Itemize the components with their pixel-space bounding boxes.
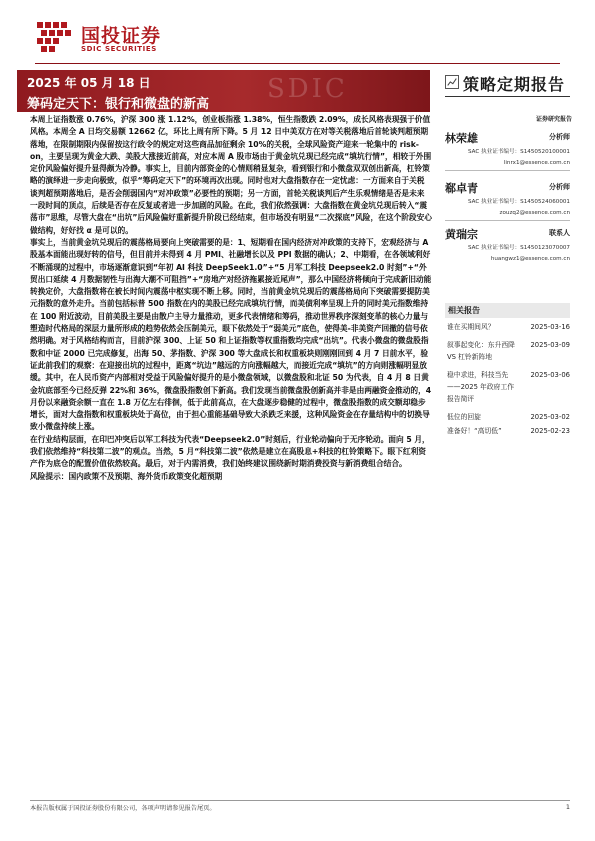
analyst-cert: SAC 执业证书编号：S1450524060001 — [467, 199, 570, 205]
analyst-role: 联系人 — [549, 229, 570, 237]
report-body — [30, 114, 432, 483]
body-paragraph-3: 在行业结构层面，在印巴冲突后以军工科技为代表“Deepseek2.0”时刻后，行业轮动偏向于无序轮动。面向 5 月，我们依然维持“科技第二波”的观点。当然，5 月“科技第二波”依然是建立在高股息+科技的杠铃策略下。眼下红利资产作为底仓的配置价值依然较高。最后，对于内需消费，我们始终建议围绕新时期消费投资与新消费组合结合。 — [30, 434, 430, 469]
related-report-date: 2025-03-02 — [530, 413, 570, 421]
related-reports-title: 相关报告 — [448, 306, 480, 315]
related-report-title: 低位的回旋 — [447, 413, 481, 421]
brand-name-cn: 国投证券 — [81, 25, 162, 47]
analyst-card — [445, 130, 570, 174]
report-classification: 证券研究报告 — [535, 116, 572, 123]
chart-icon — [445, 75, 459, 89]
report-type-divider — [445, 96, 570, 97]
risk-warning: 风险提示：国内政策不及预期、海外货币政策变化超预期 — [30, 471, 223, 481]
related-report-date: 2025-03-09 — [530, 341, 570, 349]
analyst-cert: SAC 执业证书编号：S1450123070007 — [467, 245, 570, 251]
analyst-email[interactable]: huangwz1@essence.com.cn — [490, 256, 570, 262]
related-report-title: 叙事起变化：东升西降 VS 杠铃新阵地 — [447, 341, 515, 361]
related-report-date: 2025-02-23 — [530, 427, 570, 435]
header-divider — [35, 63, 560, 64]
analyst-cert: SAC 执业证书编号：S1450520100001 — [467, 149, 570, 155]
analyst-role: 分析师 — [549, 183, 570, 191]
related-report-title: 谁在买期间风？ — [447, 323, 495, 331]
related-report-title: 稳中求进，科技当先——2025 年政府工作报告简评 — [447, 371, 515, 403]
analyst-divider — [445, 170, 570, 171]
brand-name-en: SDIC SECURITIES — [81, 45, 157, 53]
title-banner — [17, 70, 430, 112]
related-report-item[interactable] — [447, 321, 570, 333]
related-report-item[interactable] — [447, 369, 570, 405]
related-report-item[interactable] — [447, 339, 570, 363]
analyst-card — [445, 180, 570, 224]
banner-watermark: SDIC — [267, 74, 348, 104]
related-report-item[interactable] — [447, 425, 570, 437]
footer-divider — [30, 800, 570, 801]
body-paragraph-1: 本周上证指数涨 0.76%，沪深 300 涨 1.12%，创业板指涨 1.38%，恒生指数跌 2.09%，成长风格表现强于价值风格。本周全 A 日均交易额 12662 亿，环比上周有所下降。5 月 12 日中美双方在对等关税落地后首轮谈判超预期落地，在限制期限内保留按这行政令的规定对这些商品加征剩余 10%的关税，全球风险资产迎来一轮集中的 risk-on，主要呈现为黄金大跌、美股大涨接近前高，对应本周 A 股市场由于黄金坑兑现已经完成“填坑行情”，相较于外围定价风险偏好提升显得颇为冷静。事实上，目前内部资金的心情则稍显复杂，看到银行和小微盘双双创出新高，杠铃策略的演绎进一步走向极致，似乎“筹码定天下”的环境再次出现。同时也对大盘指数存在一定忧虑：一方面来自于关税谈判超预期落地后，是否会削弱国内“对冲政策”必要性的预期；另一方面，首轮关税谈判后产生乐观情绪是否是未来一段时间的顶点，后续是否存在反复或者进一步加剧的风险。在此，我们依然强调：大盘指数在黄金坑兑现后转入“震荡市”思维，尽管大盘在“出坑”后风险偏好重新提升阶段已经结束，但市场没有明显“二次探底”风险，在这个阶段安心做结构，好好找 α 是可以的。 — [30, 115, 432, 235]
analyst-name: 黄瑞宗 — [445, 228, 478, 241]
report-type — [445, 72, 575, 94]
report-title: 筹码定天下：银行和微盘的新高 — [27, 97, 210, 112]
analyst-card — [445, 226, 570, 270]
analyst-divider — [445, 220, 570, 221]
body-paragraph-2: 事实上，当前黄金坑兑现后的震荡格局要向上突破需要的是：1、短期看在国内经济对冲政策的支持下，宏观经济与 A 股基本面能出现好转的信号，但目前并未得到 4 月 PMI、社融增长以及 PPI 数据的确认；2、中期看，在各领域利好不断涌现的过程中，市场逐渐意识到“年初 AI 科技 DeepSeek1.0”+“5 月军工科技 Deepseek2.0 时刻”+“外贸出口延续 4 月数据韧性与出海大潮不可阻挡”+“房地产对经济拖累接近尾声”，那么中国经济将倾向于完成新旧动能转换定价，大盘指数将在被长时间内震荡中枢实现不断上移。同时，当前黄金坑兑现后的震荡格局向下突破需要提防美元指数的意外走升。当前包括标普 500 指数在内的美股已经完成填坑行情，而美债利率呈现上升的同时美元指数维持在 100 附近波动，目前美股主要是由散户主导力量推动，更多代表情绪和筹码，推动世界秩序深刻变革的核心力量与塑造时代格局的深层力量所形成的趋势依然会压制美元，眼下依然处于“弱美元”底色，使得美-非美资产回撤的信号依然明确。对于风格结构而言，目前沪深 300、上证 50 和上证指数等权重指数均完成“出坑”。代表小微盘的微盘股指数和中证 2000 已完成修复，出海 50、茅指数、沪深 300 等大盘成长和权重板块则刚刚回到 4 月 7 日前水平，验证此前我们的观察：在迎接出坑的过程中，距离“坑边”越远的方向涨幅越大，而接近完成“填坑”的方向则涨幅明显放缓。其中，在人民币资产内部相对受益于风险偏好提升的是小微盘领域，以微盘股和北证 50 为代表，自 4 月 8 日黄金坑底部至今已经反弹 22%和 36%，微盘股指数创下新高。我们发现当前微盘股创新高并非是由两融资金推动的，4 月份以来融资余额一直在 1.8 万亿左右徘徊，低于此前高点，在大盘逐步稳健的过程中，微盘股指数的成交额却稳步增长，面对大盘指数和权重板块处于高位，由于担心重能基础导致大杀跌乏来援，这种风险资金在存量结构中的切换导致小微盘持续上涨。 — [30, 237, 432, 432]
footer-disclaimer: 本报告版权属于国投证券股份有限公司，各项声明请参见报告尾页。 — [30, 805, 216, 812]
analyst-email[interactable]: zouzq2@essence.com.cn — [499, 210, 570, 216]
analyst-name: 郗卓青 — [445, 182, 478, 195]
analyst-role: 分析师 — [549, 133, 570, 141]
page-number: 1 — [565, 803, 570, 811]
related-report-date: 2025-03-16 — [530, 323, 570, 331]
related-reports-list — [447, 321, 570, 437]
related-report-date: 2025-03-06 — [530, 371, 570, 379]
logo-mark-icon — [35, 20, 75, 54]
analyst-name: 林荣雄 — [445, 132, 478, 145]
report-date: 2025 年 05 月 18 日 — [27, 76, 151, 90]
related-reports-heading — [445, 303, 570, 318]
related-report-item[interactable] — [447, 411, 570, 423]
related-report-title: 准备好！“高切低” — [447, 427, 502, 435]
analyst-email[interactable]: linrx1@essence.com.cn — [503, 160, 570, 166]
company-logo — [35, 20, 195, 56]
report-type-label: 策略定期报告 — [463, 75, 566, 94]
